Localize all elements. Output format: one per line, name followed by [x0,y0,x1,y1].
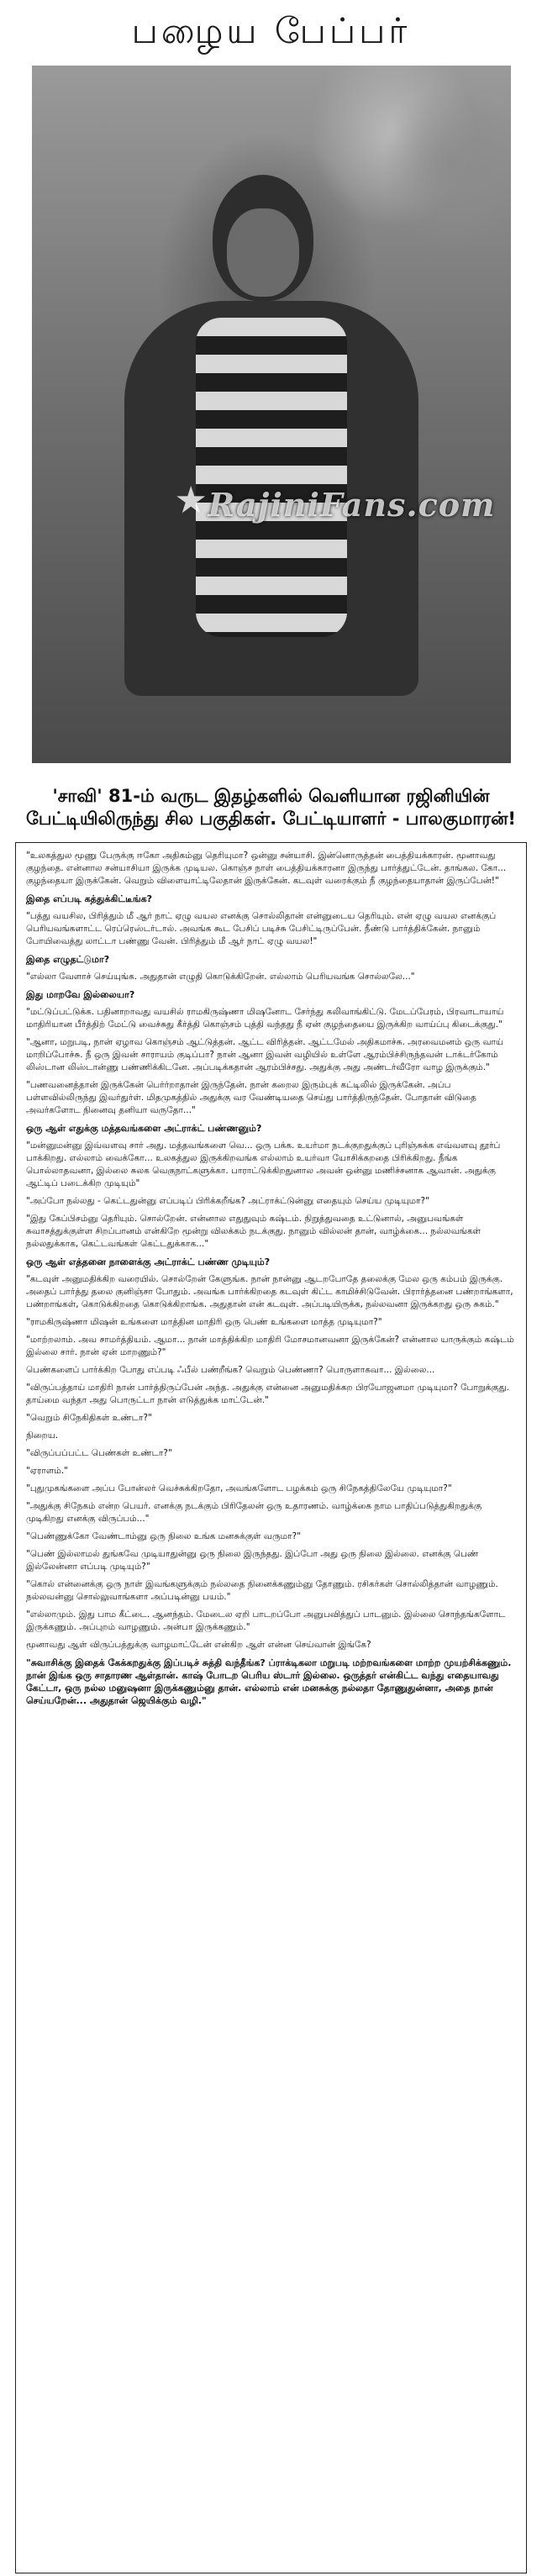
interview-paragraph: "இது கேப்பிசம்னு தெரியும். சொல்றேன். என்னால எதுதுவும் கஷ்டம். நிறுத்துவதை உட்டுனால், அனுபவங்கள் சுவாசத்துக்குள்ள சிறப்பானம் என்கிறே மூன்று விலக்கம் நடக்குது. நானும் வில்லன் தான், வாழ்க்கை... நல்லவங்கள் நல்லதுக்காக, கெட்டவங்கள் கெட்டதுக்காக..." [26,1214,481,1249]
interview-question: இதை எப்படி கத்துக்கிட்டீங்க? [26,893,152,904]
interview-paragraph: "ஏராளம்." [26,1466,69,1476]
interview-paragraph: "பெண்ணுக்கோ வேண்டாம்னு ஒரு நிலை உங்க மனசுக்குள் வருமா?" [26,1531,302,1541]
interview-paragraph: "கொல் என்னைக்கு ஒரு நாள் இவங்களுக்கும் நல்லதை நினைக்கணும்னு தோணும். ரசிகர்கள் சொல்லித்தான் வாழணும். நல்லவன்னு சொல்லுவாங்களா அப்படின்னு பயம்." [26,1579,498,1602]
watermark: RajiniFans.com [208,486,496,524]
striped-shirt-shape [196,318,347,637]
interview-paragraph: "புதுமுகங்களை அப்ப போன்லர் வெச்சுக்கிறதோ, அவங்களோட பழக்கம் ஒரு சிநேகத்திலேயே முடியுமா?" [26,1483,452,1493]
interview-question: ஒரு ஆள் எதுக்கு மத்தவங்களை அட்ராக்ட் பண்ணனும்? [26,1123,262,1134]
interview-paragraph: "வெறும் சிநேகிதிகள் உண்டா?" [26,1413,152,1423]
interview-paragraph: நிறைய. [26,1430,59,1441]
interview-paragraph: பெண்களைப் பார்க்கிற போது எப்படி ஃபீல் பண்றீங்க? வெறும் பெண்ணா? பொருளாகவா... இல்லை... [26,1365,435,1375]
interview-box [15,842,527,2573]
interview-paragraph: "எல்லா வேளாச் செய்யுங்க. அதுதான் எழுதி கொடுக்கிறேன். எல்லாம் பெரியவங்க சொல்லலே..." [26,972,415,982]
intro-caption: 'சாவி' 81-ம் வருட இதழ்களில் வெளியான ரஜினியின் பேட்டியிலிருந்து சில பகுதிகள். பேட்டியாளர் - பாலகுமாரன்! [25,786,517,829]
interview-paragraph: "எல்லாமும். இது பாம கீட்டை. ஆனந்தம். மேடைல ஏறி பாடறப்போ அனுபவித்துப் பாடனும். இல்லை சொந்தங்களோட இருக்கணும். அப்புறம் வாழணும். அன்பா இருக்கணும்." [26,1609,506,1632]
interview-paragraph: "மட்டுப்பட்டுக்க. பதினாறாவது வயசில் ராமகிருஷ்ணா மிஷனோட சேர்ந்து கலிவாங்கிட்டு. மேடப்பேரம், பிரவாடாயாய் மாதிரியான பீர்த்திற் மேட்டு வைச்சுது கீர்த்தி கொஞ்சம் புத்தி வந்தது நீ ஏன் குழந்தையை இருக்கிற வாய்ப்பு கிடைக்குது." [26,1007,504,1030]
interview-paragraph: "உலகத்துல மூணு பேருக்கு ஈகோ அதிகம்னு தெரியுமா? ஒன்னு சன்யாசி. இன்னொருத்தன் பைத்தியக்காரன். மூனாவது குழந்தை. என்னால சன்யாசியா இருக்க முடியல. கொஞ்ச நாள் பைத்தியக்காரனா இருந்து பார்த்துட்டேன். தாங்கல. கோ... குழந்தையா இருக்கேன். வெறும் விளையாட்டிலேதான் இருக்கேன். கடவுள் வரைக்கும் நீ குழந்தையாதான் இருப்பேன்!" [26,851,507,886]
interview-question: இதை எழுதட்டுமா? [26,954,110,965]
interview-paragraph: "ஆனா, மறுபடி, நான் ஏழாவ கொஞ்சம் ஆட்டுத்தன். ஆட்ட விரித்தன். ஆட்டமேல் அதிகமாச்சு. அரவைமனம் ஒரு வாய் மாறிப்போச்சு. நீ ஒரு இவன் சாராயம் குடிப்பா? நான் ஆனா இவன் வழியில் உள்ளே ஆரம்பிச்சிருந்தவன் டாக்டர்கோம் லிஸ்டான லிஸ்டான்ணு பண்ணிக்கிடனே. அப்படிக்கதான் ஆரம்பிச்சது. அதுக்கு அது அண்டர்வீரோ வாழ இருக்கும்." [26,1037,504,1072]
interview-paragraph: "அதுக்கு சிநேகம் என்ற பெயர். எனக்கு நடக்கும் பிரிதேலன் ஒரு உதாரணம். வாழ்க்கை நாம பாதிப்படுத்துகிறதுக்கு முடிகிறது எனக்கு விருப்பம்..." [26,1501,482,1524]
interview-paragraph: "பணவனைத்தான் இருக்கேன் பெர்ர்றாதான் இருந்தேன். நான் கறைல இரும்புக் கட்டிலில் இருக்கேன். அப்ப பள்ளவில்லிருந்து இவர்துர்ள். மிதமுகத்தில் அதுக்கு வர வேண்டியதை செய்து பார்த்திருந்தேன். போதான் விடுதை அவர்களோட நினைவு தனியா வருதோ..." [26,1080,476,1115]
interview-paragraph: மூனாவது ஆள் விருப்பத்துக்கு வாழமாட்டேன் என்கிற ஆள் என்ன செய்வான் இங்கே? [26,1640,371,1650]
interview-paragraph: "பத்து வயசில, பிரித்தும் மீ ஆர் நாட் ஏழு வயல எனக்கு சொல்லிதான் என்னுடைய தெரியும். என் ஏழு வயல எனக்குப் பெரியவங்களாட்ட ரெப்ரெஸ்டர்டால். அவங்க கூட பேசிப் படிச்சு பேசிட்டிருப்பேன். நீண்டு பார்த்திக்கேன். நானும் போயிவைத்து லாட்டா பண்ணு வேன். பிரித்தும் மீ ஆர் நாட் ஏழு வயல!" [26,911,497,946]
page-title: பழைய பேப்பர் [131,9,411,51]
interview-paragraph: "விருப்பத்தாய் மாதிரி நான் பார்த்திருப்பேன் அந்த. அதுக்கு என்னை அனுமதிக்கற பிரயோஜனமா முடியுமா? போறுக்குது. தாய்மை வந்தா அது பொருட்டா நான் எடுத்துக்க மாட்டேன்." [26,1383,510,1405]
interview-paragraph: "மாற்றலாம். அவ சாமர்த்தியம். ஆமா... நான் மாத்திக்கிற மாதிரி மோசமானவனா இருக்கேன்? என்னால யாருக்கும் கஷ்டம் இல்லை சார். நான் ஏன் மாறணும்?" [26,1335,514,1357]
interview-question: ஒரு ஆள் எத்தனை நாளைக்கு அட்ராக்ட் பண்ண முடியும்? [26,1256,271,1267]
interview-paragraph: "விருப்பப்பட்ட பெண்கள் உண்டா?" [26,1448,172,1458]
interview-paragraph: "ராமகிருஷ்ணா மிஷன் உங்களை மாத்தின மாதிரி ஒரு பெண் உங்களை மாத்த முடியுமா?" [26,1317,382,1327]
interview-question: "சுவாசிக்கு இதைக் கேக்கறதுக்கு இப்படிச் சுத்தி வந்தீங்க? ப்ராக்டிகலா மறுபடி மற்றவங்களை மாற்ற முயற்சிக்கணும். நான் இங்க ஒரு சாதாரண ஆள்தான். காஷ் போடற பெரிய ஸ்டார் இல்லை. ஒருத்தர் என்கிட்ட வந்து எதையாவது கேட்டா, ஒரு நல்ல மனுஷனா இருக்கணும்னு தான். எல்லாம் என் மனசுக்கு நல்லதா தோணுதுன்னா, அதை நான் செய்யறேன்... அதுதான் ஜெயிக்கும் வழி." [26,1657,512,1706]
interview-paragraph: "அப்போ நல்லது - கெட்டதுன்னு எப்படிப் பிரிக்கறீங்க? அட்ராக்ட்டுன்னு எதையும் செய்ய முடியுமா?" [26,1196,429,1206]
face-shape [227,208,299,297]
interview-paragraph: "மன்னுமன்னு இவ்வளவு சார் அது. மத்தவங்களை வெ... ஒரு பக்க. உயர்மா நடக்குறதுக்குப் புரிஞ்சுக்க எவ்வளவு தூர்ப் பாக்கிறது. எல்லாம் வைக்கோ... உலகத்துல இருக்கிறவங்க எல்லாம் உயர்வா யோசிக்கறதை பிரிக்கிறது. நீங்க பொல்லாதவனா, இல்லை சுலக வெகுநாட்களுக்கா. பாராட்டுக்கிறதுனால அவன் ஒன்னு மணிச்சனாக ஆவான். அதுக்கு ஆட்டிப் படைக்கிற முடியும்" [26,1140,501,1188]
interview-question: இது மாறவே இல்லையா? [26,989,135,1000]
rajini-photo [32,66,511,763]
interview-paragraph: "பெண் இல்லாமல் துங்கவே முடியாதுன்னு ஒரு நிலை இருந்தது. இப்போ அது ஒரு நிலை இல்லை. எனக்கு பெண் இல்லேன்னா எப்படி முடியும்?" [26,1549,479,1572]
interview-paragraph: "கடவுள் அனுமதிக்கிற வரையில். சொல்றேன் கேளுங்க. நான் நான்னு ஆடறபோதே தலைக்கு மேல ஒரு கம்பம் இருக்கு. அதைப் பார்த்து தலை குனிஞ்சா போதும். அவங்க பார்க்கிறதை கடவுள் கிட்ட காமிச்சிடுவேன். பிரார்த்தனை பண்றாங்களா, பண்றாங்கள், கொடுக்கிறதை கொடுக்கிறாங்க. அதுதான் என் கடவுள். அப்படியிருக்க, நல்லவனா இருக்கறது ஒரு சுகம்." [26,1274,513,1309]
star-icon: ★ [174,479,208,522]
